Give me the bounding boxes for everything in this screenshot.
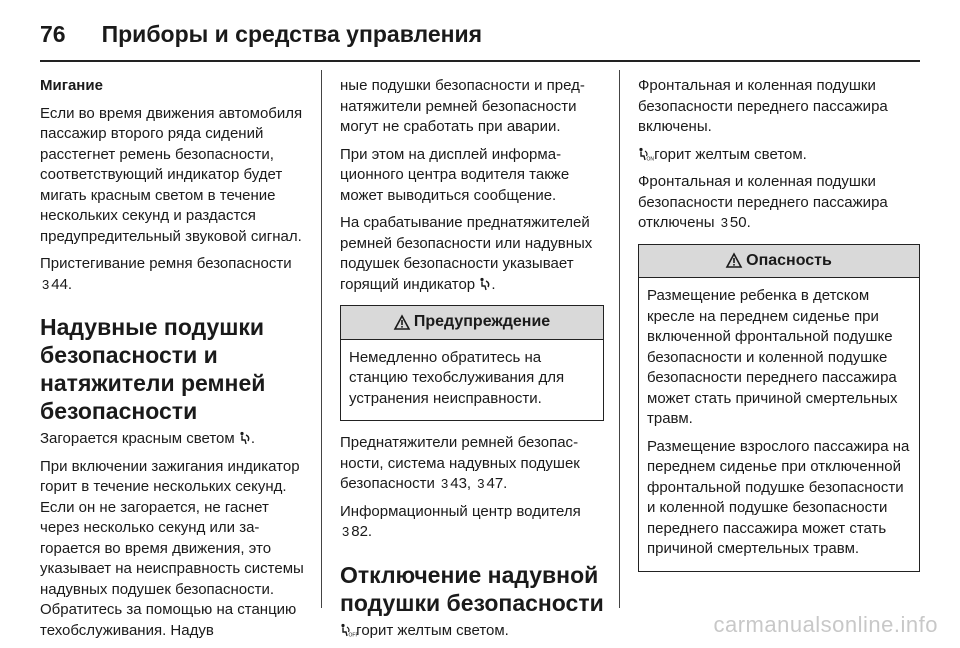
reference-arrow-icon: 3	[477, 476, 485, 491]
paragraph	[638, 145, 920, 166]
airbag-on-icon	[638, 147, 654, 162]
airbag-icon	[479, 277, 491, 291]
paragraph-text: Преднатяжители ремней безопасности, система надувных подушек безопасности	[340, 434, 580, 492]
reference-arrow-icon: 3	[342, 524, 350, 539]
danger-box	[638, 244, 920, 572]
column-1	[40, 76, 306, 648]
page-reference-link[interactable]: 43,	[450, 475, 472, 492]
danger-box-title: Опасность	[746, 251, 832, 269]
paragraph: ные подушки безопасности и преднатяжители ремней безопасности могут не сработать при аварии.	[340, 77, 585, 135]
paragraph: Загорается красным светом .	[40, 430, 256, 447]
svg-text:ON: ON	[646, 156, 654, 162]
paragraph	[340, 502, 604, 543]
paragraph: На срабатывание преднатяжителей ремней безопасности или надувных подушек безопасности указывает горящий индикатор .	[340, 214, 593, 293]
paragraph: Если во время движения автомобиля пассажир второго ряда сидений расстегнет ремень безопасности, соответствующий индикатор будет мигать красным светом в течение нескольких секунд и раздастся предупредительный звуковой сигнал.	[40, 104, 303, 245]
column-2	[340, 76, 604, 648]
watermark: carmanualsonline.info	[713, 612, 938, 637]
header-rule	[40, 60, 920, 62]
paragraph	[638, 172, 920, 234]
paragraph-text: На срабатывание преднатяжителей ремней безопасности или надувных подушек безопасности указывает горящий индикатор	[340, 214, 593, 293]
column-3	[638, 76, 920, 584]
paragraph	[40, 254, 306, 295]
subheading-blinking: Мигание	[40, 77, 103, 94]
airbag-off-icon	[340, 623, 359, 638]
paragraph: При этом на дисплей информационного центра водителя также может выводиться сообщение.	[340, 145, 570, 204]
paragraph-text: горит желтым светом.	[654, 145, 807, 163]
danger-box-header	[639, 245, 919, 279]
page-reference-link[interactable]: 82.	[351, 523, 373, 540]
reference-arrow-icon: 3	[720, 215, 728, 230]
svg-text:OFF: OFF	[348, 632, 359, 638]
page-reference-link[interactable]: 44.	[51, 275, 73, 293]
page-reference-link[interactable]: 47.	[486, 475, 508, 492]
section-heading-airbags: Надувные подушки безопасности и натяжители ремней безопасности	[40, 314, 266, 424]
paragraph: При включении зажигания индикатор горит в течение нескольких секунд. Если он не загорается, не гаснет через несколько секунд или загорается во время движения, это указывает на неисправность системы надувных подушек безопасности. Обратитесь за помощью на станцию техобслуживания. Надув	[40, 457, 304, 639]
page-reference-link[interactable]: 50.	[729, 214, 751, 231]
page-number: 76	[40, 20, 66, 47]
paragraph-text: горит желтым светом.	[356, 621, 509, 639]
paragraph	[340, 433, 604, 495]
chapter-title: Приборы и средства управления	[101, 20, 483, 47]
danger-text: Размещение взрослого пассажира на переднем сиденье при отключенной фронтальной подушке безопасности и коленной подушке безопасности переднего пассажира может стать причиной смертельных травм.	[647, 437, 910, 557]
warning-box-body	[341, 340, 603, 421]
reference-arrow-icon: 3	[42, 276, 50, 292]
section-heading-airbag-off: Отключение надувной подушки безопасности	[340, 561, 604, 616]
warning-triangle-icon	[394, 315, 410, 330]
paragraph-text: Загорается красным светом	[40, 430, 235, 447]
paragraph-text: Пристегивание ремня безопасности	[40, 255, 292, 272]
paragraph	[340, 621, 604, 642]
warning-text: Немедленно обратитесь на станцию техобслуживания для устранения неисправности.	[349, 348, 565, 407]
column-divider	[619, 70, 620, 608]
reference-arrow-icon: 3	[441, 476, 449, 491]
airbag-icon	[239, 431, 251, 445]
paragraph-text: Фронтальная и коленная подушки безопасности переднего пассажира отключены	[638, 173, 888, 231]
page-header	[40, 14, 920, 54]
paragraph-text: Информационный центр водителя	[340, 502, 581, 520]
warning-triangle-icon	[726, 253, 742, 268]
danger-text: Размещение ребенка в детском кресле на переднем сиденье при включенной фронтальной подушке безопасности и коленной подушке безопасности переднего пассажира может стать причиной смертельных травм.	[647, 287, 898, 427]
warning-box	[340, 305, 604, 421]
warning-box-header	[341, 306, 603, 340]
column-divider	[321, 70, 322, 608]
warning-box-title: Предупреждение	[413, 313, 551, 330]
paragraph: Фронтальная и коленная подушки безопасности переднего пассажира включены.	[638, 77, 888, 135]
danger-box-body	[639, 278, 919, 571]
